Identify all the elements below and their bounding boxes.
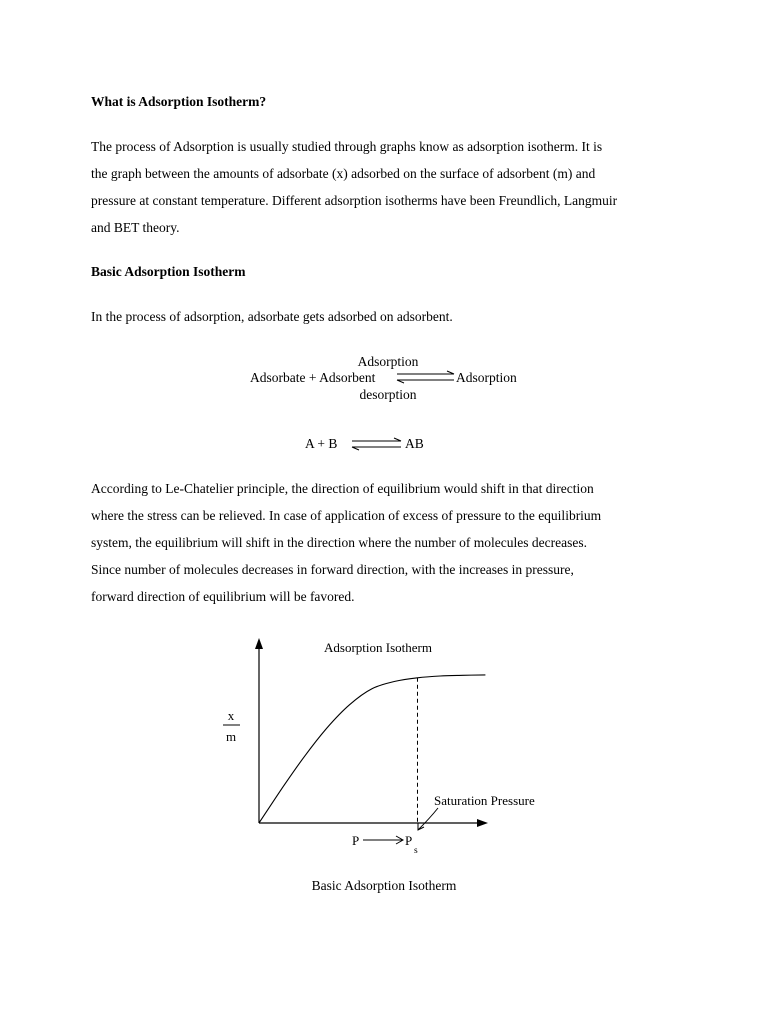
x-label-p: P bbox=[352, 833, 360, 848]
paragraph-line: system, the equilibrium will shift in the direction where the number of molecules decreases. bbox=[91, 535, 587, 550]
heading-basic-adsorption-isotherm: Basic Adsorption Isotherm bbox=[91, 264, 246, 279]
equilibrium-arrow-icon bbox=[397, 371, 454, 383]
equilibrium-arrow-icon bbox=[352, 438, 401, 450]
adsorption-isotherm-chart bbox=[0, 630, 768, 860]
heading-what-is-adsorption-isotherm: What is Adsorption Isotherm? bbox=[91, 94, 267, 109]
figure-caption: Basic Adsorption Isotherm bbox=[311, 878, 457, 893]
equilibrium-equations bbox=[0, 345, 768, 460]
paragraph-line: Since number of molecules decreases in forward direction, with the increases in pressure, bbox=[91, 562, 574, 577]
x-label-ps: P bbox=[405, 833, 413, 848]
equation-right-side: Adsorption bbox=[456, 370, 517, 385]
paragraph-process bbox=[91, 303, 691, 330]
x-axis-arrow-icon bbox=[477, 819, 488, 827]
annotation-arrow-icon bbox=[418, 808, 438, 830]
paragraph-line: the graph between the amounts of adsorbate (x) adsorbed on the surface of adsorbent (m) and bbox=[91, 166, 596, 181]
paragraph-line: In the process of adsorption, adsorbate gets adsorbed on adsorbent. bbox=[91, 309, 453, 324]
equation2-left-side: A + B bbox=[305, 436, 338, 451]
equation-left-side: Adsorbate + Adsorbent bbox=[250, 370, 376, 385]
paragraph-line: The process of Adsorption is usually studied through graphs know as adsorption isotherm. It is bbox=[91, 139, 603, 154]
equation-bottom-label: desorption bbox=[359, 387, 417, 402]
paragraph-line: forward direction of equilibrium will be favored. bbox=[91, 589, 355, 604]
paragraph-line: where the stress can be relieved. In case of application of excess of pressure to the equilibrium bbox=[91, 508, 602, 523]
paragraph-line: pressure at constant temperature. Different adsorption isotherms have been Freundlich, Langmuir bbox=[91, 193, 618, 208]
y-label-denominator: m bbox=[225, 729, 237, 744]
paragraph-le-chatelier bbox=[91, 475, 691, 610]
y-axis-arrow-icon bbox=[255, 638, 263, 649]
paragraph-intro bbox=[91, 133, 691, 241]
y-label-numerator: x bbox=[227, 708, 235, 723]
x-label-arrow-icon bbox=[363, 836, 403, 844]
paragraph-line: According to Le-Chatelier principle, the direction of equilibrium would shift in that direction bbox=[91, 481, 594, 496]
equation2-right-side: AB bbox=[405, 436, 424, 451]
saturation-pressure-annotation: Saturation Pressure bbox=[434, 793, 535, 808]
paragraph-line: and BET theory. bbox=[91, 220, 180, 235]
chart-title: Adsorption Isotherm bbox=[324, 640, 432, 655]
x-label-ps-subscript: s bbox=[414, 846, 418, 856]
equation-top-label: Adsorption bbox=[357, 354, 419, 369]
